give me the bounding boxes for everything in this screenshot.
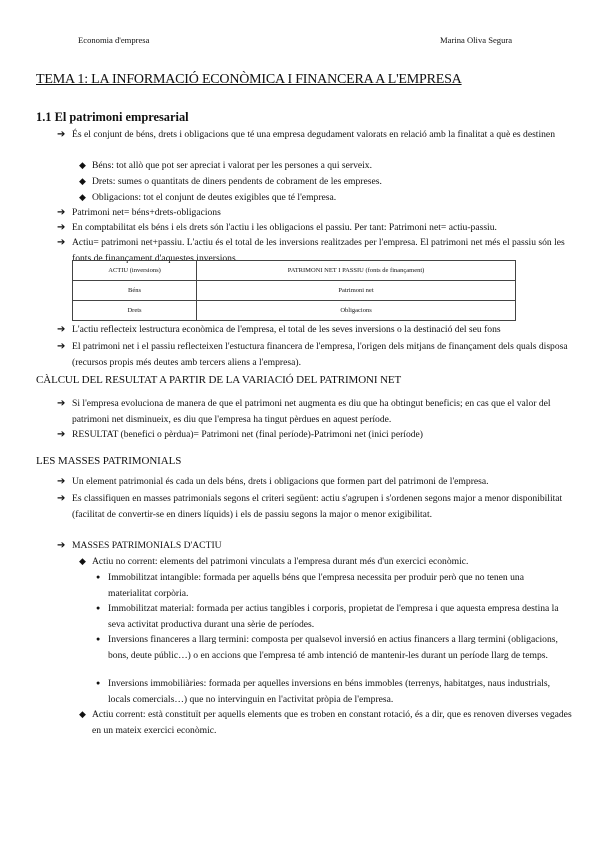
table-cell: Obligacions bbox=[197, 301, 516, 321]
arrow-icon: ➔ bbox=[57, 222, 66, 233]
item-text: És el conjunt de béns, drets i obligacions que té una empresa degudament valorats en relació amb la finalitat a què es destinen bbox=[72, 129, 555, 140]
table-cell: Patrimoni net bbox=[197, 281, 516, 301]
diamond-icon: ◆ bbox=[79, 556, 86, 566]
item-text: Actiu= patrimoni net+passiu. L'actiu és el total de les inversions realitzades per l'empresa. El patrimoni net més el passiu són les fonts de finançament d'aquestes inversions. bbox=[72, 237, 565, 264]
item-text: Un element patrimonial és cada un dels béns, drets i obligacions que formen part del patrimoni de l'empresa. bbox=[72, 476, 489, 487]
arrow-icon: ➔ bbox=[57, 129, 66, 140]
header-right: Marina Oliva Segura bbox=[440, 35, 513, 45]
item-text: Actiu no corrent: elements del patrimoni vinculats a l'empresa durant més d'un exercici econòmic. bbox=[92, 556, 469, 567]
table-row bbox=[73, 281, 516, 301]
page-title: TEMA 1: LA INFORMACIÓ ECONÒMICA I FINANCERA A L'EMPRESA bbox=[36, 72, 462, 87]
list-item bbox=[57, 474, 572, 490]
item-text: Actiu corrent: està constituït per aquells elements que es troben en constant rotació, és a dir, que es renoven diverses vegades en un mateix exercici econòmic. bbox=[92, 709, 572, 736]
item-text: Drets: sumes o quantitats de diners pendents de cobrament de les empreses. bbox=[92, 176, 382, 187]
table-row bbox=[73, 261, 516, 281]
calc-heading: CÀLCUL DEL RESULTAT A PARTIR DE LA VARIACIÓ DEL PATRIMONI NET bbox=[36, 374, 402, 386]
list-item bbox=[96, 632, 568, 663]
item-text: L'actiu reflecteix lestructura econòmica de l'empresa, el total de les seves inversions o la destinació del seu fons bbox=[72, 324, 501, 335]
item-text: En comptabilitat els béns i els drets són l'actiu i les obligacions el passiu. Per tant: Patrimoni net= actiu-passiu. bbox=[72, 222, 497, 233]
arrow-icon: ➔ bbox=[57, 398, 66, 409]
balance-table bbox=[72, 260, 516, 321]
arrow-icon: ➔ bbox=[57, 207, 66, 218]
list-item bbox=[79, 190, 562, 206]
diamond-icon: ◆ bbox=[79, 160, 86, 170]
item-text: RESULTAT (benefici o pèrdua)= Patrimoni net (final període)-Patrimoni net (inici període) bbox=[72, 429, 423, 440]
list-item bbox=[57, 538, 572, 554]
list-item bbox=[96, 570, 568, 601]
list-item bbox=[79, 554, 572, 570]
arrow-icon: ➔ bbox=[57, 341, 66, 352]
list-item bbox=[79, 707, 572, 738]
list-item bbox=[57, 322, 572, 338]
item-text: Es classifiquen en masses patrimonials segons el criteri següent: actiu s'agrupen i s'ordenen segons major a menor disponibilitat (facilitat de convertir-se en diners líquids) i els de passiu segons la major o menor exigibilitat. bbox=[72, 493, 563, 520]
bullet-icon: ● bbox=[96, 635, 101, 643]
table-cell: Drets bbox=[73, 301, 197, 321]
list-item bbox=[57, 205, 572, 221]
list-item bbox=[79, 174, 562, 190]
diamond-icon: ◆ bbox=[79, 176, 86, 186]
table-cell: ACTIU (inversions) bbox=[73, 261, 197, 281]
table-row bbox=[73, 301, 516, 321]
list-item bbox=[57, 220, 572, 236]
list-item bbox=[57, 491, 572, 522]
arrow-icon: ➔ bbox=[57, 324, 66, 335]
arrow-icon: ➔ bbox=[57, 429, 66, 440]
list-item bbox=[57, 127, 572, 143]
bullet-icon: ● bbox=[96, 604, 101, 612]
list-item bbox=[79, 158, 562, 174]
item-text: Béns: tot allò que pot ser apreciat i valorat per les persones a qui serveix. bbox=[92, 160, 372, 171]
list-item bbox=[96, 601, 568, 632]
item-text: Obligacions: tot el conjunt de deutes exigibles que té l'empresa. bbox=[92, 192, 337, 203]
list-item bbox=[57, 339, 572, 370]
table-cell: PATRIMONI NET I PASSIU (fonts de finançament) bbox=[197, 261, 516, 281]
table-cell: Béns bbox=[73, 281, 197, 301]
list-item bbox=[57, 427, 572, 443]
arrow-icon: ➔ bbox=[57, 237, 66, 248]
diamond-icon: ◆ bbox=[79, 192, 86, 202]
diamond-icon: ◆ bbox=[79, 709, 86, 719]
list-item bbox=[57, 396, 572, 427]
list-item bbox=[96, 676, 568, 707]
arrow-icon: ➔ bbox=[57, 476, 66, 487]
item-text: Immobilitzat material: formada per actius tangibles i corporis, propietat de l'empresa i que aquesta empresa destina la seva activitat productiva durant una sèrie de períodes. bbox=[108, 603, 559, 630]
masses-heading: LES MASSES PATRIMONIALS bbox=[36, 455, 182, 467]
item-text: Patrimoni net= béns+drets-obligacions bbox=[72, 207, 221, 218]
item-text: Immobilitzat intangible: formada per aquells béns que l'empresa necessita per produir però que no tenen una materialitat corpòria. bbox=[108, 572, 524, 599]
item-text: MASSES PATRIMONIALS D'ACTIU bbox=[72, 540, 222, 551]
bullet-icon: ● bbox=[96, 679, 101, 687]
item-text: Inversions financeres a llarg termini: composta per qualsevol inversió en actius financers a llarg termini (obligacions, bons, deute públic…) o en accions que l'empresa té amb intenció de mantenir-les durant un període llarg de temps. bbox=[108, 634, 558, 661]
item-text: Si l'empresa evoluciona de manera de que el patrimoni net augmenta es diu que ha obtingut beneficis; en cas que el valor del patrimoni net disminueix, es diu que l'empresa ha tingut pèrdues en aquest període. bbox=[72, 398, 551, 425]
bullet-icon: ● bbox=[96, 573, 101, 581]
item-text: Inversions immobiliàries: formada per aquelles inversions en béns immobles (terrenys, habitatges, naus industrials, locals comercials…) que no intervinguin en l'activitat pròpia de l'empresa. bbox=[108, 678, 551, 705]
arrow-icon: ➔ bbox=[57, 493, 66, 504]
header-left: Economia d'empresa bbox=[78, 35, 150, 45]
section-heading: 1.1 El patrimoni empresarial bbox=[36, 110, 189, 124]
item-text: El patrimoni net i el passiu reflecteixen l'estuctura financera de l'empresa, l'origen dels mitjans de finançament dels quals disposa (recursos propis més deutes amb tercers aliens a l'empresa). bbox=[72, 341, 568, 368]
arrow-icon: ➔ bbox=[57, 540, 66, 551]
